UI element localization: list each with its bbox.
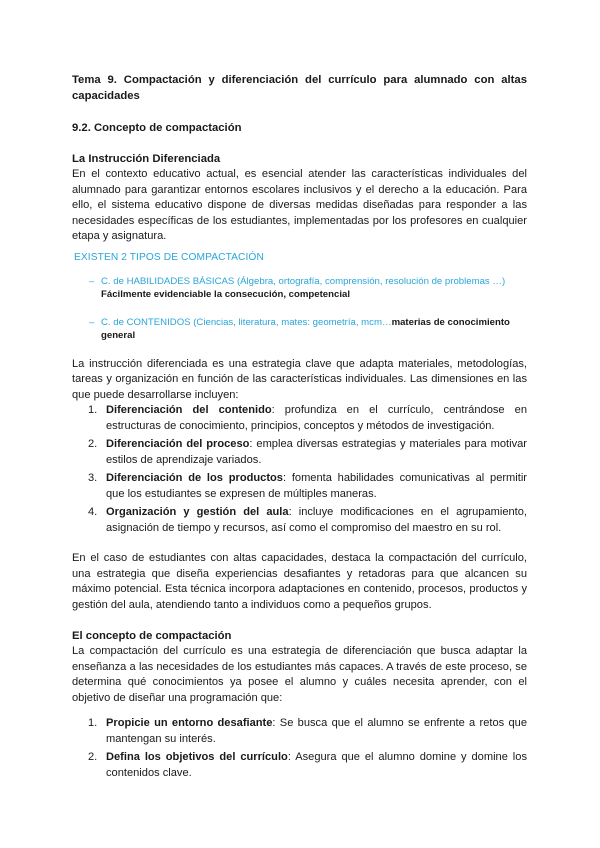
heading-instruccion-diferenciada: La Instrucción Diferenciada	[72, 153, 221, 165]
dash-bullet: –	[89, 275, 95, 287]
list-item-text: : Se busca que el alumno se enfrente a retos que mantengan su interés.	[106, 717, 528, 745]
list-item-term: Defina los objetivos del currículo	[106, 751, 288, 763]
list-item	[72, 403, 527, 434]
list-number: 1.	[88, 717, 98, 729]
list-item	[72, 471, 527, 502]
dimensions-list	[72, 403, 527, 536]
document-title	[72, 72, 527, 104]
list-item-text: : fomenta habilidades comunicativas al permitir que los estudiantes se expresen de múltiples maneras.	[106, 472, 527, 500]
list-number: 4.	[88, 506, 98, 518]
heading-concepto-compactacion: El concepto de compactación	[72, 630, 232, 642]
paragraph-altas-capacidades: En el caso de estudiantes con altas capacidades, destaca la compactación del currículo, una estrategia que diseña experiencias desafiantes y retadoras para que alcancen su máximo potencial. Esta técnica incorpora adaptaciones en contenido, procesos, productos y gestión del aula, atendiendo tanto a individuos como a pequeños grupos.	[72, 552, 527, 611]
compaction-type-item	[72, 316, 527, 343]
list-item	[72, 750, 527, 781]
title-line-2: capacidades	[72, 90, 140, 102]
list-item-text: : incluye modificaciones en el agrupamiento, asignación de tiempo y recursos, así como el compromiso del maestro en su rol.	[106, 506, 527, 534]
paragraph-dimensions: La instrucción diferenciada es una estrategia clave que adapta materiales, metodologías, tareas y organización en función de las características individuales. Las dimensiones en las que puede desarrollarse incluyen:	[72, 357, 527, 401]
document-page	[72, 72, 527, 784]
compaction-type-note: Fácilmente evidenciable la consecución, competencial	[101, 289, 350, 300]
list-item-text: : profundiza en el currículo, centrándose en estructuras de conocimiento, principios, conceptos y métodos de investigación.	[106, 404, 527, 432]
list-item-term: Diferenciación del proceso	[106, 438, 250, 450]
list-item-term: Organización y gestión del aula	[106, 506, 289, 518]
dash-bullet: –	[89, 316, 95, 328]
objectives-list	[72, 716, 527, 781]
compaction-types-title: EXISTEN 2 TIPOS DE COMPACTACIÓN	[74, 251, 264, 263]
list-item	[72, 437, 527, 468]
compaction-type-label: C. de CONTENIDOS (Ciencias, literatura, mates: geometría, mcm…	[101, 316, 392, 328]
list-number: 2.	[88, 438, 98, 450]
list-item-text: : emplea diversas estrategias y materiales para motivar estilos de aprendizaje variados.	[106, 438, 527, 466]
title-line-1: Tema 9. Compactación y diferenciación del currículo para alumnado con altas	[72, 74, 527, 86]
list-number: 1.	[88, 404, 98, 416]
list-item-term: Propicie un entorno desafiante	[106, 717, 273, 729]
list-item-term: Diferenciación del contenido	[106, 404, 272, 416]
compaction-type-item	[72, 275, 527, 302]
paragraph-concepto: La compactación del currículo es una estrategia de diferenciación que busca adaptar la enseñanza a las necesidades de los estudiantes más capaces. A través de este proceso, se determina qué conocimientos ya posee el alumno y cuáles necesita aprender, con el objetivo de diseñar una programación que:	[72, 645, 527, 704]
compaction-types-list	[72, 275, 527, 343]
paragraph-intro: En el contexto educativo actual, es esencial atender las características individuales del alumnado para garantizar entornos escolares inclusivos y el derecho a la educación. Para ello, el sistema educativo dispone de diversas medidas diseñadas para responder a las necesidades específicas de los estudiantes, implementadas por los profesores en cualquier etapa y asignatura.	[72, 168, 527, 242]
list-item	[72, 716, 527, 747]
list-item	[72, 505, 527, 536]
section-subtitle: 9.2. Concepto de compactación	[72, 122, 242, 134]
compaction-type-note: materias de conocimiento general	[101, 316, 510, 341]
list-item-term: Diferenciación de los productos	[106, 472, 283, 484]
list-number: 2.	[88, 751, 98, 763]
list-item-text: : Asegura que el alumno domine y domine los contenidos clave.	[106, 751, 527, 779]
list-number: 3.	[88, 472, 98, 484]
compaction-type-label: C. de HABILIDADES BÁSICAS (Álgebra, ortografía, comprensión, resolución de problemas …)	[101, 275, 506, 287]
